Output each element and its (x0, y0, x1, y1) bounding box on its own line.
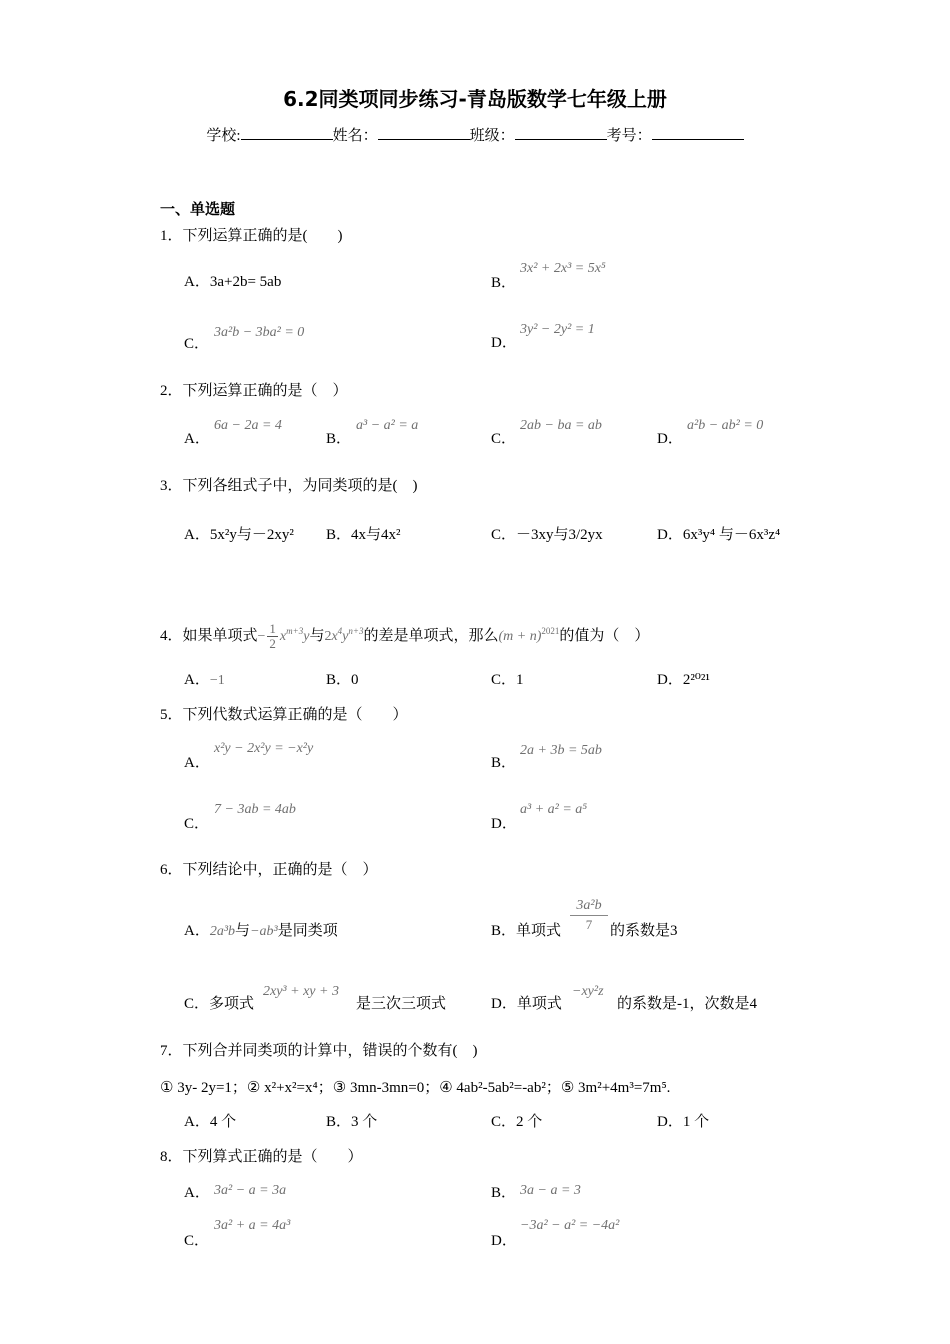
q4-c-text: 1 (516, 672, 524, 688)
q4-option-a[interactable] (184, 670, 225, 691)
q4-stem-prefix: 4．如果单项式 (160, 627, 258, 644)
q8-option-b[interactable] (491, 1183, 516, 1203)
q3-d-letter: D． (657, 527, 683, 543)
q2-a-letter: A． (184, 431, 210, 447)
q6-stem: 6．下列结论中，正确的是（ ） (160, 862, 378, 878)
q5-b-letter: B． (491, 755, 517, 771)
q5-d-expr: a³ + a² = a⁵ (520, 802, 588, 817)
q6-a-mid: 与 (235, 923, 251, 939)
q4-stem-suffix: 的值为（ ） (559, 627, 650, 644)
school-blank[interactable] (241, 124, 333, 140)
q1-option-a[interactable] (184, 272, 281, 292)
q7-c-text: 2 个 (516, 1114, 543, 1130)
q8-c-expr: 3a² + a = 4a³ (214, 1218, 291, 1233)
q2-b-letter: B． (326, 431, 352, 447)
q3-a-text: 5x²y与－2xy² (209, 527, 294, 543)
q7-option-c[interactable] (491, 1112, 542, 1132)
q4-option-d[interactable] (657, 670, 710, 690)
q5-d-letter: D． (491, 816, 517, 832)
page-title: 6.2同类项同步练习-青岛版数学七年级上册 (283, 87, 667, 111)
q6-option-d[interactable] (491, 994, 562, 1014)
name-blank[interactable] (378, 124, 470, 140)
q8-d-letter: D． (491, 1233, 517, 1249)
school-label: 学校: (206, 128, 241, 144)
q6-b-letter: B． (491, 923, 517, 939)
q8-stem: 8．下列算式正确的是（ ） (160, 1149, 363, 1165)
q4-frac-num: 1 (269, 621, 276, 636)
q7-a-letter: A． (184, 1114, 210, 1130)
q3-stem: 3．下列各组式子中，为同类项的是( ) (160, 478, 418, 494)
q6-a-expr2: −ab³ (250, 924, 278, 939)
q8-a-letter: A． (184, 1185, 210, 1201)
q8-option-a[interactable] (184, 1183, 210, 1203)
q7-option-d[interactable] (657, 1112, 709, 1132)
q6-option-c[interactable] (184, 994, 254, 1014)
q4-stem-mid2: 的差是单项式，那么 (363, 627, 499, 644)
q8-option-d[interactable] (491, 1231, 517, 1251)
q5-c-expr: 7 − 3ab = 4ab (214, 802, 296, 817)
q3-c-text: －3xy与3/2yx (516, 527, 603, 543)
q1-b-expr: 3x² + 2x³ = 5x⁵ (520, 261, 606, 276)
q6-b-prefix: 单项式 (516, 923, 562, 939)
q4-option-b[interactable] (326, 670, 359, 690)
q3-option-c[interactable] (491, 525, 603, 545)
q7-d-letter: D． (657, 1114, 683, 1130)
q1-option-b[interactable] (491, 273, 516, 293)
q7-b-letter: B． (326, 1114, 352, 1130)
q1-c-expr: 3a²b − 3ba² = 0 (214, 325, 305, 340)
q3-c-letter: C． (491, 527, 517, 543)
exam-no-label: 考号： (606, 128, 652, 144)
q8-b-expr: 3a − a = 3 (520, 1183, 581, 1198)
q6-c-letter: C． (184, 996, 210, 1012)
q2-b-expr: a³ − a² = a (356, 418, 419, 433)
q6-d-suffix: 的系数是-1，次数是4 (617, 996, 757, 1012)
name-label: 姓名： (332, 128, 378, 144)
q5-b-expr: 2a + 3b = 5ab (520, 743, 602, 758)
q4-b-letter: B． (326, 672, 352, 688)
q8-c-letter: C． (184, 1233, 210, 1249)
q4-option-c[interactable] (491, 670, 524, 690)
q2-option-c[interactable] (491, 429, 516, 449)
q4-c-letter: C． (491, 672, 517, 688)
q8-option-c[interactable] (184, 1231, 209, 1251)
q7-b-text: 3 个 (351, 1114, 378, 1130)
q2-stem: 2．下列运算正确的是（ ） (160, 383, 348, 399)
q2-c-expr: 2ab − ba = ab (520, 418, 602, 433)
q3-d-text: 6x³y⁴ 与－6x³z⁴ (682, 527, 781, 543)
q8-d-expr: −3a² − a² = −4a² (520, 1218, 620, 1233)
q3-a-letter: A． (184, 527, 210, 543)
q1-stem: 1．下列运算正确的是( ) (160, 228, 343, 244)
q6-b-fraction (570, 897, 608, 934)
q6-a-letter: A． (184, 923, 210, 939)
q4-fraction (267, 622, 278, 651)
q6-d-prefix: 单项式 (516, 996, 562, 1012)
q6-d-letter: D． (491, 996, 517, 1012)
q6-option-a[interactable] (184, 921, 338, 942)
q1-a-text: 3a+2b= 5ab (209, 274, 282, 290)
q6-a-expr1: 2a³b (209, 924, 236, 939)
q3-b-letter: B． (326, 527, 352, 543)
q6-d-expr: −xy²z (572, 984, 604, 999)
q7-stem: 7．下列合并同类项的计算中，错误的个数有( ) (160, 1043, 478, 1059)
section-heading: 一、单选题 (160, 202, 236, 218)
q5-c-letter: C． (184, 816, 210, 832)
q6-c-suffix: 是三次三项式 (356, 996, 447, 1012)
q4-monomial-1: $x^{m+3}y$ (279, 625, 310, 644)
q7-a-text: 4 个 (209, 1114, 237, 1130)
q6-c-expr: 2xy³ + xy + 3 (263, 984, 339, 999)
q4-stem-mid: 与 (309, 627, 325, 644)
q2-c-letter: C． (491, 431, 517, 447)
q2-option-d[interactable] (657, 429, 683, 449)
q4-minus-sign: − (257, 628, 266, 644)
q5-a-expr: x²y − 2x²y = −x²y (214, 741, 314, 756)
q6-b-frac-den: 7 (585, 917, 593, 932)
q5-option-c[interactable] (184, 814, 209, 834)
q5-stem: 5．下列代数式运算正确的是（ ） (160, 707, 408, 723)
q7-d-text: 1 个 (682, 1114, 710, 1130)
q5-option-a[interactable] (184, 753, 210, 773)
q2-a-expr: 6a − 2a = 4 (214, 418, 282, 433)
q1-option-d[interactable] (491, 333, 517, 353)
q6-b-suffix: 的系数是3 (610, 923, 678, 939)
q3-option-d[interactable] (657, 525, 780, 545)
q1-c-letter: C． (184, 336, 210, 352)
q4-a-text: −1 (209, 673, 225, 688)
q7-option-b[interactable] (326, 1112, 377, 1132)
q8-b-letter: B． (491, 1185, 517, 1201)
student-info-line (0, 124, 950, 146)
q2-d-letter: D． (657, 431, 683, 447)
class-blank[interactable] (515, 124, 607, 140)
q4-b-text: 0 (351, 672, 359, 688)
class-label: 班级： (469, 128, 515, 144)
q4-d-letter: D． (657, 672, 683, 688)
q8-a-expr: 3a² − a = 3a (214, 1183, 287, 1198)
q6-option-b[interactable] (491, 921, 561, 941)
q7-items: ① 3y- 2y=1；② x²+x²=x⁴；③ 3mn-3mn=0；④ 4ab²-5ab²=-ab²；⑤ 3m²+4m³=7m⁵. (160, 1080, 671, 1096)
q7-c-letter: C． (491, 1114, 517, 1130)
q6-a-suffix: 是同类项 (277, 923, 338, 939)
q3-option-a[interactable] (184, 525, 294, 545)
q4-monomial-2: $2x^4y^{n+3}$ (324, 625, 364, 644)
q4-frac-den: 2 (269, 636, 276, 651)
q5-a-letter: A． (184, 755, 210, 771)
q6-b-frac-num: 3a²b (570, 897, 608, 916)
q6-c-prefix: 多项式 (209, 996, 255, 1012)
q3-option-b[interactable] (326, 525, 401, 545)
q5-option-b[interactable] (491, 753, 516, 773)
q2-option-a[interactable] (184, 429, 210, 449)
q1-d-expr: 3y² − 2y² = 1 (520, 322, 595, 337)
q4-d-text: 2²⁰²¹ (682, 672, 710, 688)
q3-b-text: 4x与4x² (351, 527, 401, 543)
q1-b-letter: B． (491, 275, 517, 291)
q4-a-letter: A． (184, 672, 210, 688)
exam-no-blank[interactable] (652, 124, 744, 140)
q2-d-expr: a²b − ab² = 0 (687, 418, 764, 433)
q7-option-a[interactable] (184, 1112, 236, 1132)
q5-option-d[interactable] (491, 814, 517, 834)
q1-option-c[interactable] (184, 334, 209, 354)
q1-a-letter: A． (184, 274, 210, 290)
q1-d-letter: D． (491, 335, 517, 351)
q4-power-expr: $(m + n)^{2021}$ (498, 625, 560, 644)
q4-stem (160, 622, 649, 651)
q2-option-b[interactable] (326, 429, 351, 449)
